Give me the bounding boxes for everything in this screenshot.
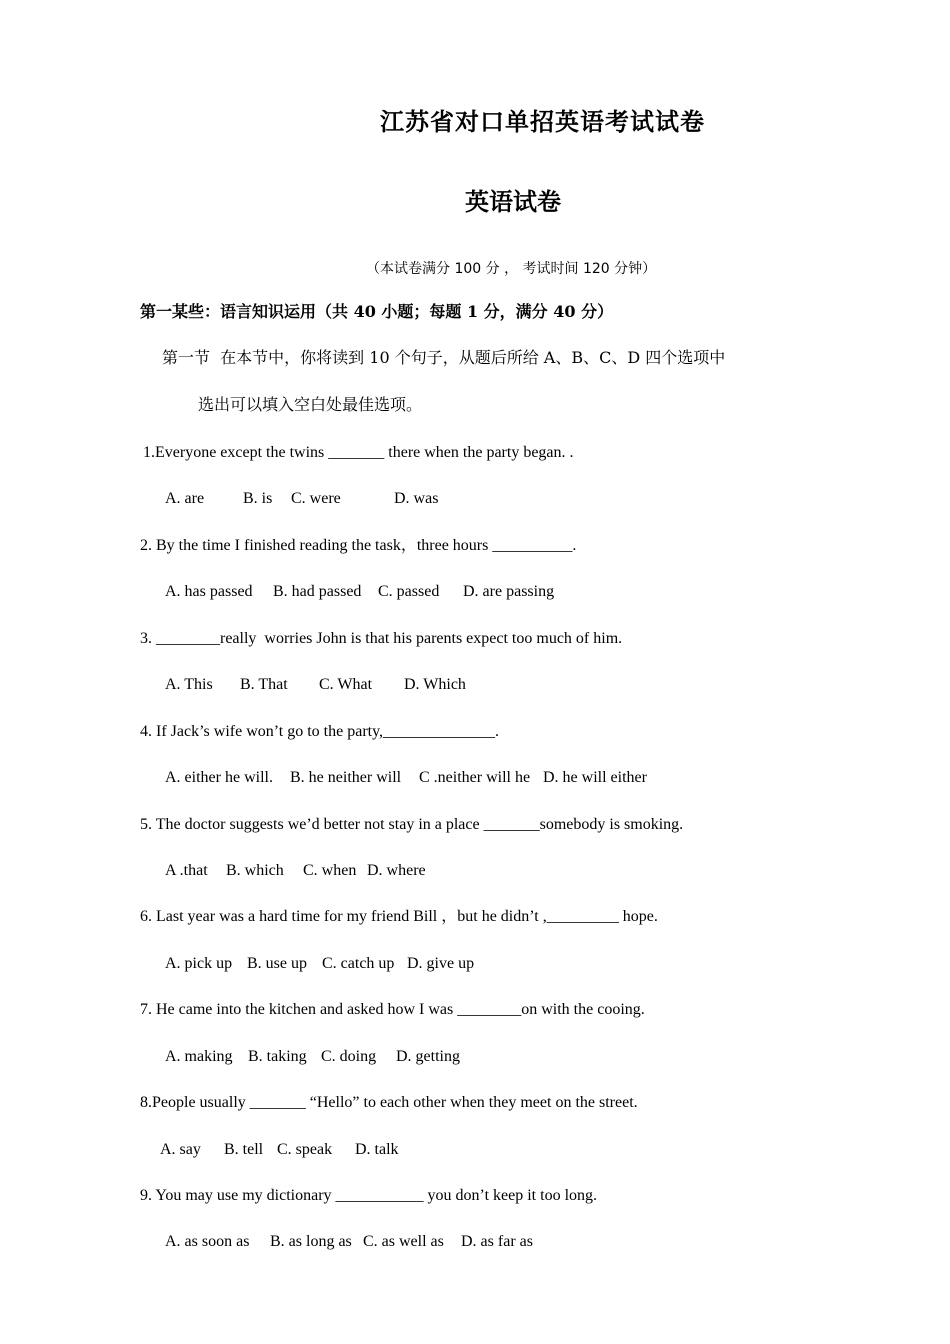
question-2-option-d: D. are passing [463,583,555,600]
question-5-option-b: B. which [226,862,284,879]
question-4-option-d: D. he will either [543,769,647,786]
question-7-option-b: B. taking [248,1048,307,1065]
question-5-option-d: D. where [367,862,426,879]
question-6-option-a: A. pick up [165,955,233,972]
question-1-option-a: A. are [165,490,205,507]
document-title: 江苏省对口单招英语考试试卷 [380,107,705,136]
question-9-option-c: C. as well as [363,1233,444,1250]
question-6-text: 6. Last year was a hard time for my friend Bill ，but he didn’t ,_________ hope. [140,908,658,925]
question-5-option-a: A .that [165,862,208,879]
instruction-line-1: 第一节 在本节中，你将读到 10 个句子，从题后所给 A、B、C、D 四个选项中 [162,348,726,367]
instruction-line-2: 选出可以填入空白处最佳选项。 [198,395,423,414]
question-6-option-c: C. catch up [322,955,395,972]
question-6-option-d: D. give up [407,955,475,972]
question-4-option-a: A. either he will. [165,769,273,786]
question-2-text: 2. By the time I finished reading the task，three hours __________. [140,537,577,554]
question-5-option-c: C. when [303,862,357,879]
question-9-text: 9. You may use my dictionary ___________ you don’t keep it too long. [140,1187,598,1204]
question-1-option-d: D. was [394,490,439,507]
question-9-option-b: B. as long as [270,1233,352,1250]
question-7-option-a: A. making [165,1048,233,1065]
question-2-option-b: B. had passed [273,583,362,600]
question-2-option-c: C. passed [378,583,440,600]
question-9-option-a: A. as soon as [165,1233,250,1250]
question-3-option-a: A. This [165,676,213,693]
question-1-option-c: C. were [291,490,341,507]
question-3-option-d: D. Which [404,676,466,693]
question-7-option-c: C. doing [321,1048,377,1065]
question-8-text: 8.People usually _______ “Hello” to each other when they meet on the street. [140,1094,638,1111]
question-4-text: 4. If Jack’s wife won’t go to the party,______________. [140,723,500,740]
question-4-option-b: B. he neither will [290,769,402,786]
question-8-option-c: C. speak [277,1141,333,1158]
question-8-option-d: D. talk [355,1141,399,1158]
question-6-option-b: B. use up [247,955,307,972]
question-3-option-b: B. That [240,676,288,693]
question-8-option-a: A. say [160,1141,201,1158]
document-subtitle: 英语试卷 [465,187,561,216]
question-1-option-b: B. is [243,490,273,507]
section-heading: 第一某些：语言知识运用（共 40 小题；每题 1 分，满分 40 分） [140,302,614,321]
question-9-option-d: D. as far as [461,1233,533,1250]
question-5-text: 5. The doctor suggests we’d better not stay in a place _______somebody is smoking. [140,816,684,833]
question-7-text: 7. He came into the kitchen and asked how I was ________on with the cooing. [140,1001,645,1018]
question-1-text: 1.Everyone except the twins _______ there when the party began. . [143,444,574,461]
question-7-option-d: D. getting [396,1048,460,1065]
exam-info: （本试卷满分 100 分 ， 考试时间 120 分钟） [366,261,657,277]
question-3-text: 3. ________really worries John is that his parents expect too much of him. [140,630,623,647]
question-2-option-a: A. has passed [165,583,253,600]
question-8-option-b: B. tell [224,1141,264,1158]
question-4-option-c: C .neither will he [419,769,531,786]
question-3-option-c: C. What [319,676,373,693]
